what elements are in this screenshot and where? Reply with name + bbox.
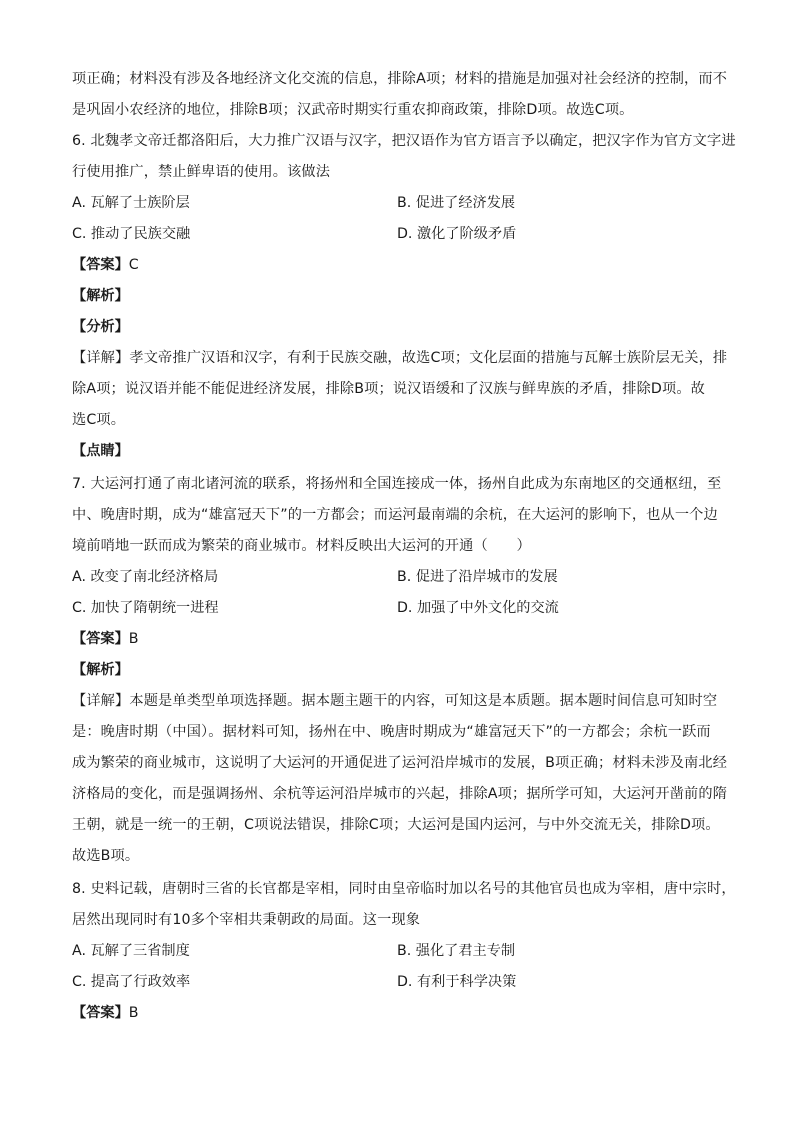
- question-8-stem: 居然出现同时有10多个宰相共秉朝政的局面。这一现象: [72, 912, 421, 928]
- question-7-stem: 中、晚唐时期，成为“雄富冠天下”的一方都会；而运河最南端的余杭，在大运河的影响下，也从一个边: [72, 507, 718, 523]
- q8-answer: [72, 1004, 139, 1022]
- answer-value: B: [128, 631, 139, 647]
- q8-option-b: B. 强化了君主专制: [397, 943, 516, 959]
- text-line: 是巩固小农经济的地位，排除B项；汉武帝时期实行重农抑商政策，排除D项。故选C项。: [72, 102, 634, 118]
- q8-option-d: D. 有利于科学决策: [397, 974, 517, 990]
- answer-value: B: [128, 1005, 139, 1021]
- q6-detail: 【详解】孝文帝推广汉语和汉字，有利于民族交融，故选C项；文化层面的措施与瓦解士族阶层无关，排: [72, 350, 728, 366]
- q6-fenxi-label: 【分析】: [72, 319, 129, 335]
- question-7-stem: 7. 大运河打通了南北诸河流的联系，将扬州和全国连接成一体，扬州自此成为东南地区的交通枢纽，至: [72, 476, 722, 492]
- q7-option-a: A. 改变了南北经济格局: [72, 569, 219, 585]
- q7-detail: 王朝，就是一统一的王朝，C项说法错误，排除C项；大运河是国内运河，与中外交流无关，排除D项。: [72, 817, 720, 833]
- q7-option-c: C. 加快了隋朝统一进程: [72, 600, 219, 616]
- q6-detail: 选C项。: [72, 412, 126, 428]
- text-line: 项正确；材料没有涉及各地经济文化交流的信息，排除A项；材料的措施是加强对社会经济的控制，而不: [72, 71, 728, 87]
- answer-label: 【答案】: [72, 257, 129, 273]
- q8-option-a: A. 瓦解了三省制度: [72, 943, 190, 959]
- q7-detail: 故选B项。: [72, 848, 140, 864]
- answer-label: 【答案】: [72, 1005, 129, 1021]
- q7-option-b: B. 促进了沿岸城市的发展: [397, 569, 558, 585]
- q7-detail: 济格局的变化，而是强调扬州、余杭等运河沿岸城市的兴起，排除A项；据所学可知，大运河开凿前的隋: [72, 786, 728, 802]
- q7-detail: 是：晚唐时期（中国）。据材料可知，扬州在中、晚唐时期成为“雄富冠天下”的一方都会；余杭一跃而: [72, 724, 711, 740]
- q6-detail: 除A项；说汉语并能不能促进经济发展，排除B项；说汉语缓和了汉族与鲜卑族的矛盾，排除D项。故: [72, 381, 705, 397]
- q6-option-b: B. 促进了经济发展: [397, 195, 516, 211]
- q6-answer: [72, 256, 139, 274]
- q7-jiexi-label: 【解析】: [72, 662, 129, 678]
- q7-answer: [72, 630, 139, 648]
- q6-option-d: D. 激化了阶级矛盾: [397, 226, 517, 242]
- q7-option-d: D. 加强了中外文化的交流: [397, 600, 559, 616]
- question-6-stem: 6. 北魏孝文帝迁都洛阳后，大力推广汉语与汉字，把汉语作为官方语言予以确定，把汉字作为官方文字进: [72, 133, 736, 149]
- q6-jiexi-label: 【解析】: [72, 288, 129, 304]
- q6-option-a: A. 瓦解了士族阶层: [72, 195, 190, 211]
- q7-detail: 【详解】本题是单类型单项选择题。据本题主题干的内容，可知这是本质题。据本题时间信息可知时空: [72, 693, 718, 709]
- q8-option-c: C. 提高了行政效率: [72, 974, 191, 990]
- q6-option-c: C. 推动了民族交融: [72, 226, 191, 242]
- q6-dianjing-label: 【点睛】: [72, 443, 129, 459]
- answer-value: C: [128, 257, 139, 273]
- question-8-stem: 8. 史料记载，唐朝时三省的长官都是宰相，同时由皇帝临时加以名号的其他官员也成为宰相，唐中宗时，: [72, 881, 736, 897]
- q7-detail: 成为繁荣的商业城市，这说明了大运河的开通促进了运河沿岸城市的发展，B项正确；材料未涉及南北经: [72, 755, 728, 771]
- answer-label: 【答案】: [72, 631, 129, 647]
- question-6-stem: 行使用推广，禁止鲜卑语的使用。该做法: [72, 164, 331, 180]
- question-7-stem: 境前哨地一跃而成为繁荣的商业城市。材料反映出大运河的开通（ ）: [72, 538, 531, 554]
